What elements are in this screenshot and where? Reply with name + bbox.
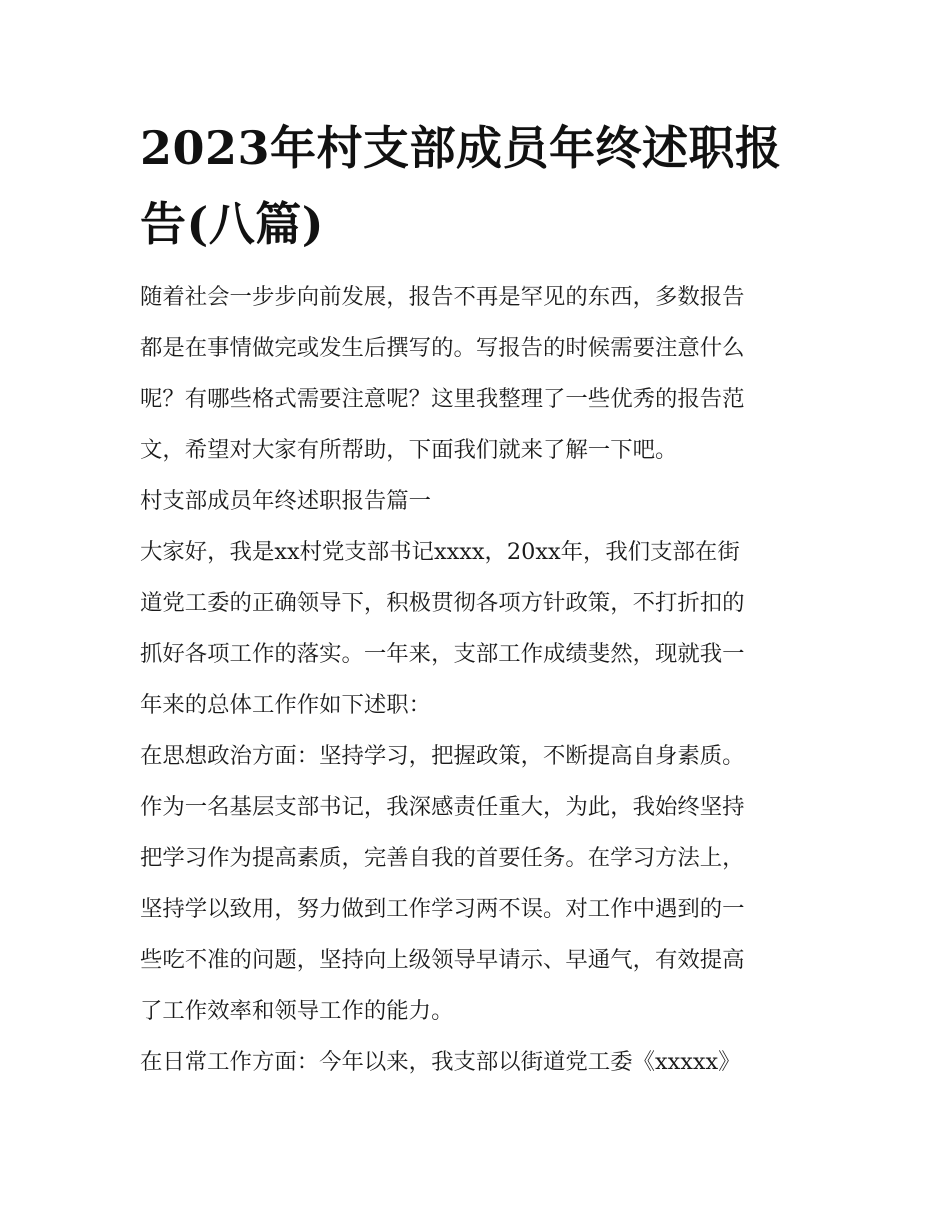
text-line: 抓好各项工作的落实。一年来，支部工作成绩斐然，现就我一 [140, 641, 745, 667]
intro-paragraph [140, 272, 812, 476]
text-line: 道党工委的正确领导下，积极贯彻各项方针政策，不打折扣的 [140, 590, 745, 616]
greeting-paragraph [140, 527, 812, 731]
text-line: 把学习作为提高素质，完善自我的首要任务。在学习方法上， [140, 845, 745, 871]
text-line: 呢？有哪些格式需要注意呢？这里我整理了一些优秀的报告范 [140, 386, 745, 412]
text-line: 些吃不准的问题，坚持向上级领导早请示、早通气，有效提高 [140, 947, 745, 973]
text-line: 随着社会一步步向前发展，报告不再是罕见的东西，多数报告 [140, 284, 745, 310]
text-line: 在日常工作方面：今年以来，我支部以街道党工委《xxxxx》 [140, 1049, 741, 1075]
document-page [140, 110, 812, 1088]
text-line: 作为一名基层支部书记，我深感责任重大，为此，我始终坚持 [140, 794, 745, 820]
document-body [140, 272, 812, 1088]
section-heading [140, 476, 812, 527]
title-line-2: 告(八篇) [140, 197, 325, 251]
text-line: 文，希望对大家有所帮助，下面我们就来了解一下吧。 [140, 437, 678, 463]
text-line: 年来的总体工作作如下述职： [140, 692, 432, 718]
text-line: 坚持学以致用，努力做到工作学习两不误。对工作中遇到的一 [140, 896, 745, 922]
text-line: 在思想政治方面：坚持学习，把握政策，不断提高自身素质。 [140, 743, 745, 769]
daily-work-paragraph [140, 1037, 812, 1088]
text-line: 村支部成员年终述职报告篇一 [140, 488, 432, 514]
political-paragraph [140, 731, 812, 1037]
text-line: 了工作效率和领导工作的能力。 [140, 998, 454, 1024]
document-title [140, 110, 812, 262]
title-line-1: 2023年村支部成员年终述职报 [140, 121, 782, 175]
text-line: 大家好，我是xx村党支部书记xxxx，20xx年，我们支部在街 [140, 539, 740, 565]
text-line: 都是在事情做完或发生后撰写的。写报告的时候需要注意什么 [140, 335, 745, 361]
